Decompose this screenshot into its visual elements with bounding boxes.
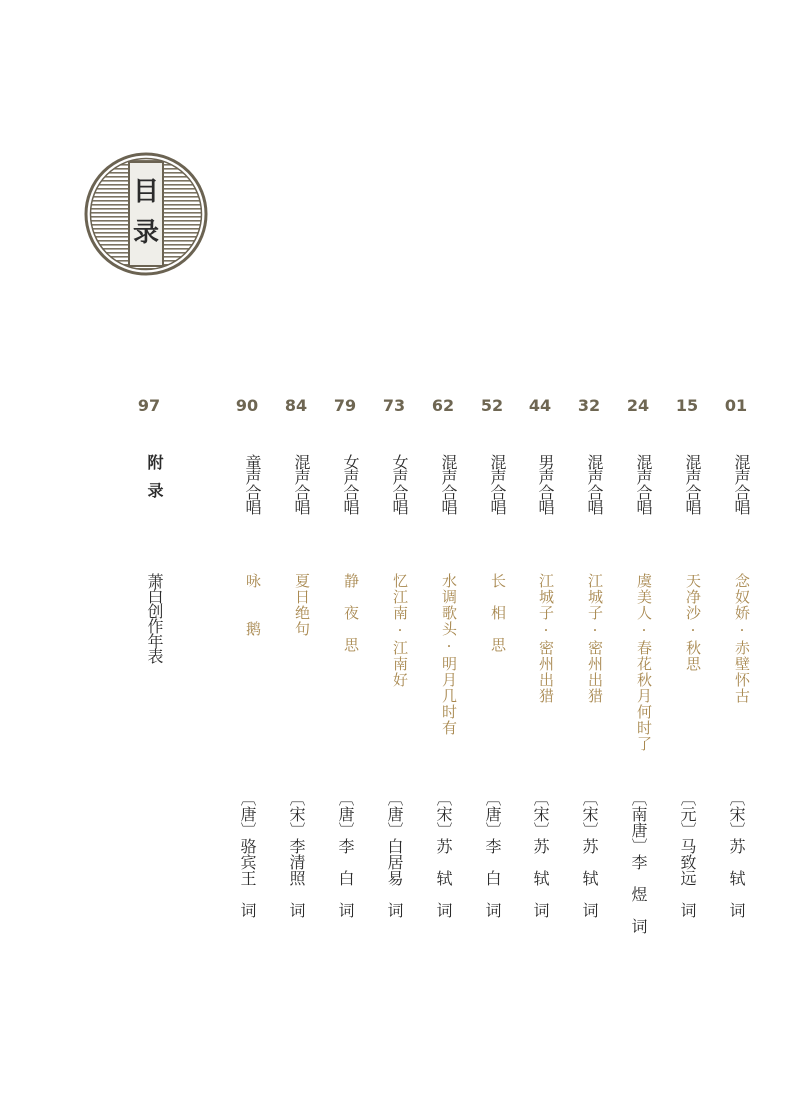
entry-title: 夏日绝句	[293, 573, 311, 637]
toc-entry[interactable]	[572, 0, 606, 1106]
entry-author: 〔唐〕李 白 词	[336, 790, 355, 918]
entry-category: 女声合唱	[341, 454, 360, 514]
entry-category: 混声合唱	[683, 454, 702, 514]
entry-author: 〔唐〕白居易 词	[385, 790, 404, 918]
appendix-title: 萧白创作年表	[145, 573, 164, 663]
entry-category: 混声合唱	[439, 454, 458, 514]
appendix-entry[interactable]	[132, 0, 166, 1106]
toc-entry[interactable]	[523, 0, 557, 1106]
page-number: 52	[480, 396, 504, 415]
entry-title: 咏 鹅	[244, 573, 262, 637]
entry-title: 天净沙·秋思	[684, 573, 702, 672]
entry-author: 〔宋〕李清照 词	[287, 790, 306, 918]
entry-category: 女声合唱	[390, 454, 409, 514]
page-number: 24	[626, 396, 650, 415]
entry-title: 虞美人·春花秋月何时了	[635, 573, 653, 752]
entry-title: 水调歌头·明月几时有	[440, 573, 458, 736]
entry-title: 念奴娇·赤壁怀古	[733, 573, 751, 704]
toc-entry[interactable]	[670, 0, 704, 1106]
toc-entry[interactable]	[377, 0, 411, 1106]
toc-entry[interactable]	[279, 0, 313, 1106]
entry-title: 忆江南·江南好	[391, 573, 409, 688]
toc-entry[interactable]	[475, 0, 509, 1106]
appendix-label: 附录	[145, 454, 164, 510]
page-number: 01	[724, 396, 748, 415]
page-number: 84	[284, 396, 308, 415]
entry-author: 〔宋〕苏 轼 词	[434, 790, 453, 918]
page-number: 44	[528, 396, 552, 415]
toc-title-char: 目	[132, 177, 160, 207]
toc-entry[interactable]	[328, 0, 362, 1106]
toc-entry[interactable]	[230, 0, 264, 1106]
page-number: 90	[235, 396, 259, 415]
entry-author: 〔唐〕骆宾王 词	[238, 790, 257, 918]
entry-author: 〔唐〕李 白 词	[483, 790, 502, 918]
page-number: 32	[577, 396, 601, 415]
entry-category: 混声合唱	[292, 454, 311, 514]
entry-title: 江城子·密州出猎	[537, 573, 555, 704]
toc-entry[interactable]	[621, 0, 655, 1106]
entry-author: 〔宋〕苏 轼 词	[727, 790, 746, 918]
entry-author: 〔宋〕苏 轼 词	[580, 790, 599, 918]
entry-author: 〔元〕马致远 词	[678, 790, 697, 918]
page-number: 73	[382, 396, 406, 415]
entry-title: 静 夜 思	[342, 573, 360, 653]
entry-category: 混声合唱	[585, 454, 604, 514]
entry-category: 男声合唱	[536, 454, 555, 514]
entry-author: 〔南唐〕李 煜 词	[629, 790, 648, 934]
toc-entry[interactable]	[719, 0, 753, 1106]
appendix-page-number: 97	[137, 396, 161, 415]
page-number: 62	[431, 396, 455, 415]
entry-category: 混声合唱	[634, 454, 653, 514]
entry-title: 江城子·密州出猎	[586, 573, 604, 704]
entry-author: 〔宋〕苏 轼 词	[531, 790, 550, 918]
page-number: 15	[675, 396, 699, 415]
entry-category: 混声合唱	[732, 454, 751, 514]
entry-title: 长 相 思	[489, 573, 507, 653]
toc-entry[interactable]	[426, 0, 460, 1106]
page-number: 79	[333, 396, 357, 415]
entry-category: 混声合唱	[488, 454, 507, 514]
entry-category: 童声合唱	[243, 454, 262, 514]
toc-title-char: 录	[132, 218, 160, 248]
